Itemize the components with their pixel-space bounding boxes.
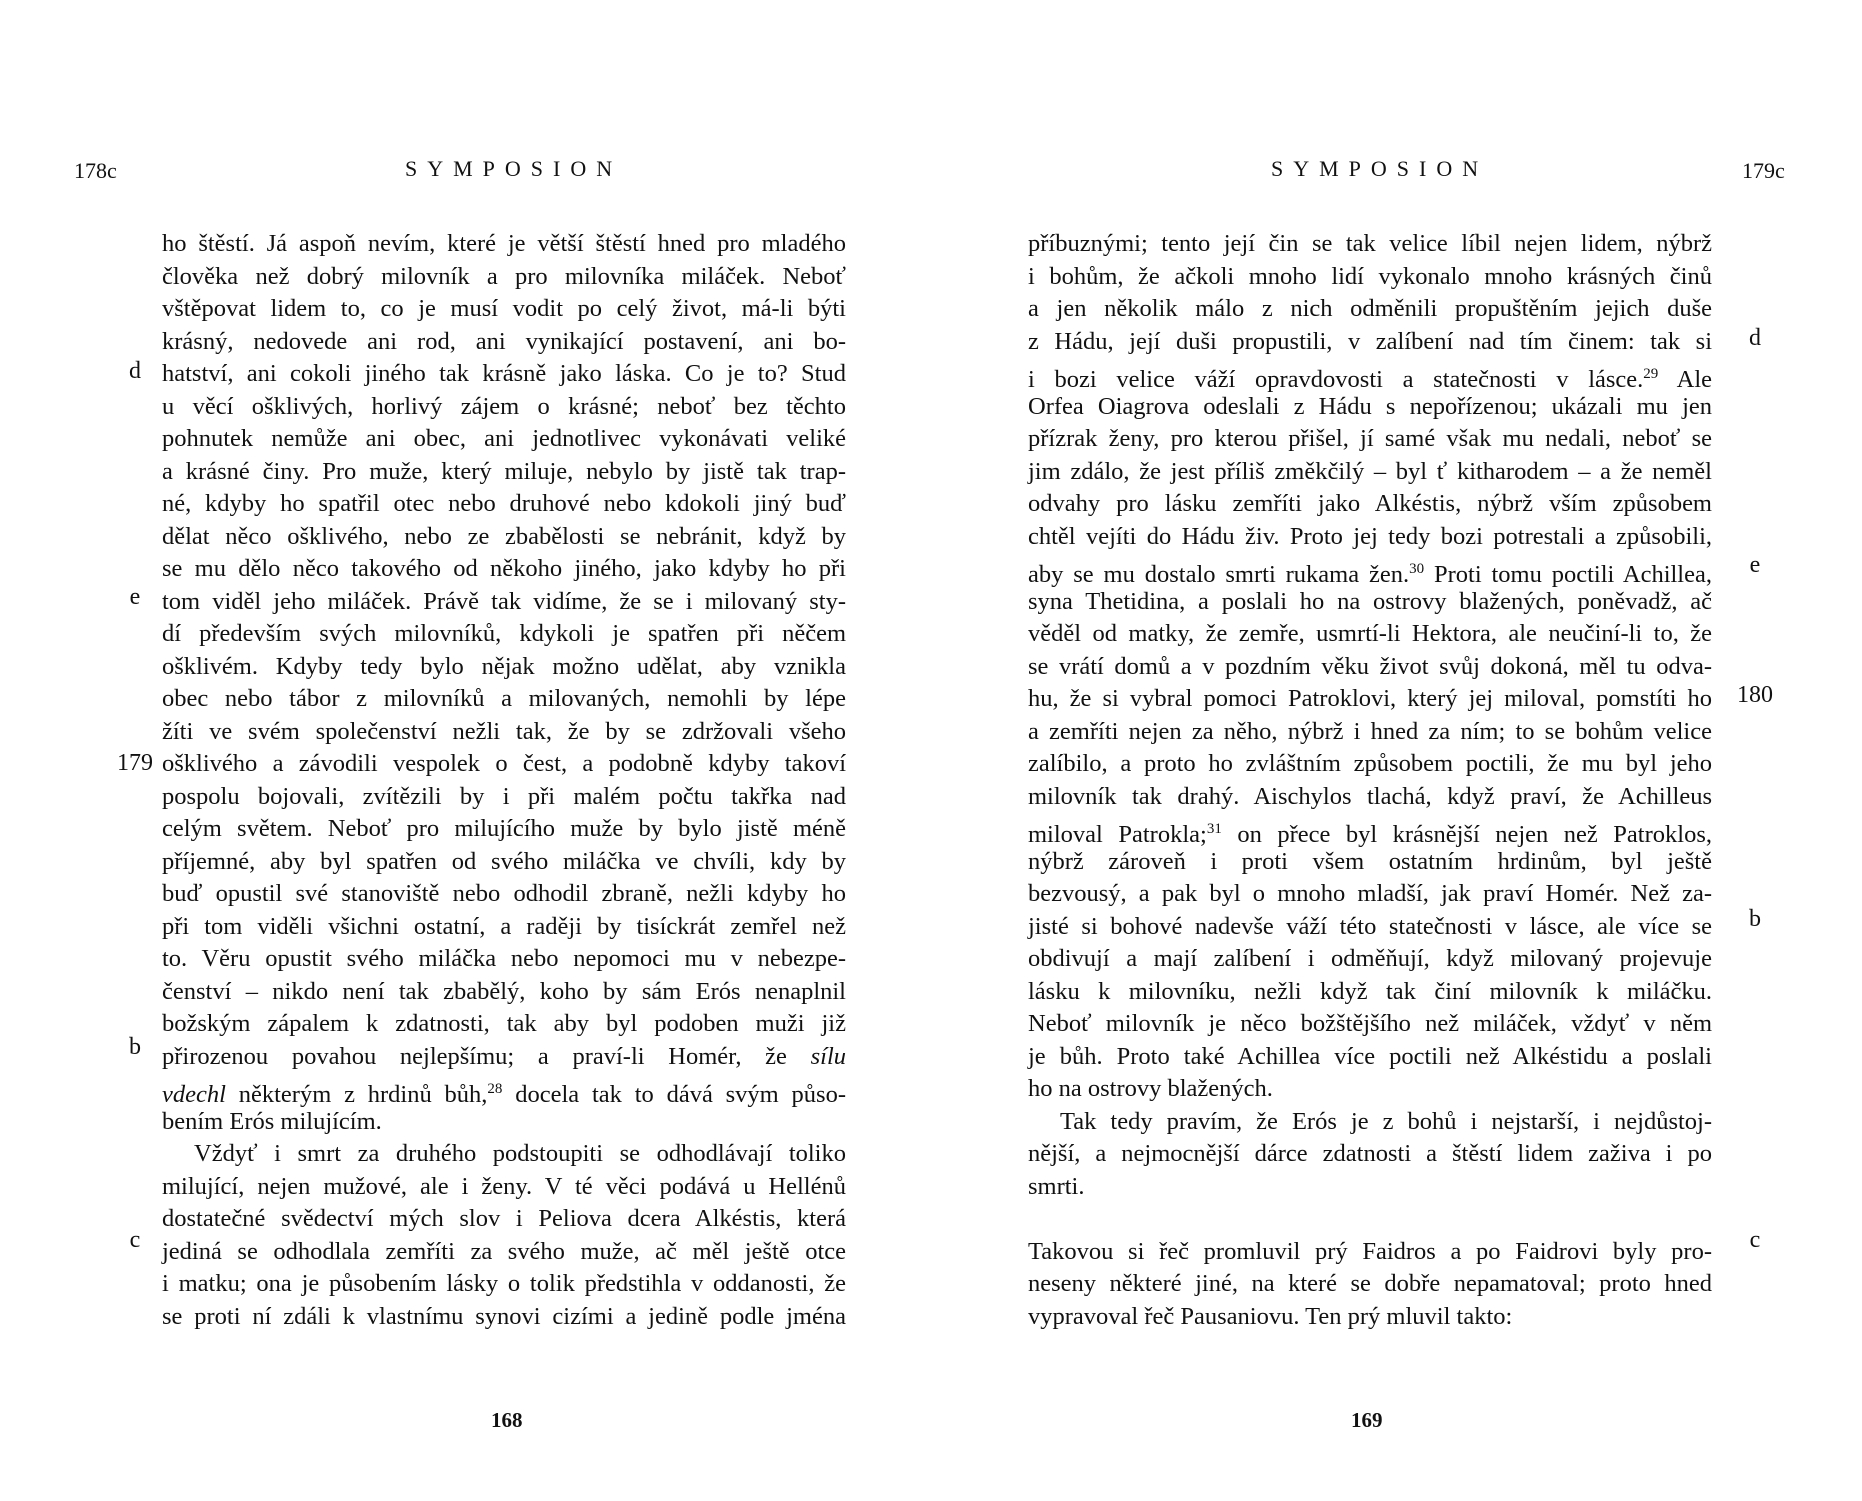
text-line: dí především svých milovníků, kdykoli je spatřen při něčem bbox=[162, 620, 846, 647]
text-line: ho štěstí. Já aspoň nevím, které je větší štěstí hned pro mladého bbox=[162, 230, 846, 257]
margin-marker: e bbox=[1749, 552, 1761, 578]
text-line: obec nebo tábor z milovníků a milovaných, nemohli by lépe bbox=[162, 685, 846, 712]
text-line: né, kdyby ho spatřil otec nebo druhové nebo kdokoli jiný buď bbox=[162, 490, 846, 517]
text-line bbox=[162, 1073, 846, 1109]
footnote-ref: 31 bbox=[1206, 821, 1222, 837]
text-line: chtěl vejíti do Hádu živ. Proto jej tedy bozi potrestali a způsobili, bbox=[1028, 522, 1712, 550]
text-fragment: docela tak to dává svým půso- bbox=[502, 1081, 846, 1109]
footnote-ref: 30 bbox=[1409, 561, 1425, 577]
paragraph-gap bbox=[1028, 1203, 1712, 1236]
text-fragment: některým z hrdinů bůh, bbox=[225, 1081, 488, 1109]
footnote-ref: 28 bbox=[487, 1081, 503, 1097]
text-line: syna Thetidina, a poslali ho na ostrovy blažených, poněvadž, ač bbox=[1028, 587, 1712, 615]
text-line: a krásné činy. Pro muže, který miluje, nebylo by jistě tak trap- bbox=[162, 457, 846, 485]
text-line: obdivují a mají zalíbení i odměňují, když milovaný projevuje bbox=[1028, 945, 1712, 972]
text-fragment: i bozi velice váží opravdovosti a statečnosti v lásce. bbox=[1028, 366, 1644, 394]
stephanus-reference-head: 178c bbox=[74, 158, 117, 183]
text-line: Vždyť i smrt za druhého podstoupiti se odhodlávají toliko bbox=[194, 1140, 846, 1167]
text-line bbox=[1028, 813, 1712, 849]
text-line: Neboť milovník je něco božštějšího než miláček, vždyť v něm bbox=[1028, 1010, 1712, 1037]
text-line: se mu dělo něco takového od někoho jiného, jako kdyby ho při bbox=[162, 555, 846, 582]
text-line: věděl od matky, že zemře, usmrtí-li Hektora, ale neučiní-li to, že bbox=[1028, 620, 1712, 647]
text-line: příjemné, aby byl spatřen od svého miláčka ve chvíli, kdy by bbox=[162, 847, 846, 875]
text-line: buď opustil své stanoviště nebo odhodil zbraně, nežli kdyby ho bbox=[162, 880, 846, 907]
running-title: SYMPOSION bbox=[1271, 156, 1489, 181]
text-line: z Hádu, její duši propustili, v zalíbení nad tím činem: tak si bbox=[1028, 327, 1712, 355]
text-line: zalíbilo, a proto ho zvláštním způsobem poctili, že mu byl jeho bbox=[1028, 750, 1712, 777]
italic-phrase: sílu bbox=[810, 1042, 847, 1070]
text-fragment: aby se mu dostalo smrti rukama žen. bbox=[1028, 561, 1410, 589]
text-line: dělat něco ošklivého, nebo ze zbabělosti se nebránit, když by bbox=[162, 522, 846, 550]
text-line: celým světem. Neboť pro milujícího muže by bylo jistě méně bbox=[162, 815, 846, 842]
text-line: příbuznými; tento její čin se tak velice líbil nejen lidem, nýbrž bbox=[1028, 230, 1712, 257]
text-line: jisté si bohové nadevše váží této statečnosti v lásce, ale více se bbox=[1028, 912, 1712, 940]
margin-marker: b bbox=[129, 1034, 141, 1060]
margin-marker: d bbox=[129, 358, 141, 384]
text-fragment: přirozenou povahou nejlepšímu; a praví-li Homér, že bbox=[162, 1042, 787, 1070]
text-line: lásku k milovníku, nežli když tak činí milovník k miláčku. bbox=[1028, 977, 1712, 1005]
text-line: čenství – nikdo není tak zbabělý, koho by sám Erós nenaplnil bbox=[162, 977, 846, 1005]
text-line: žíti ve svém společenství nežli tak, že by se zdržovali všeho bbox=[162, 717, 846, 745]
text-line: ho na ostrovy blažených. bbox=[1028, 1075, 1273, 1102]
text-line: bením Erós milujícím. bbox=[162, 1107, 382, 1135]
italic-phrase: vdechl bbox=[162, 1081, 226, 1109]
margin-marker: c bbox=[1749, 1227, 1761, 1253]
text-line: Orfea Oiagrova odeslali z Hádu s nepořízenou; ukázali mu jen bbox=[1028, 392, 1712, 420]
text-line: božským zápalem k zdatnosti, tak aby byl podoben muži již bbox=[162, 1010, 846, 1037]
text-line: pohnutek nemůže ani obec, ani jednotlivec vykonávati veliké bbox=[162, 425, 846, 452]
margin-marker: e bbox=[129, 584, 141, 610]
text-fragment: Ale bbox=[1658, 366, 1712, 394]
text-line: to. Věru opustit svého miláčka nebo nepomoci mu v nebezpe- bbox=[162, 945, 846, 972]
text-line: krásný, nedovede ani rod, ani vynikající postavení, ani bo- bbox=[162, 327, 846, 355]
text-line: tom viděl jeho miláček. Právě tak vidíme, že se i milovaný sty- bbox=[162, 587, 846, 615]
text-line: ošklivého a závodili vespolek o čest, a podobně kdyby takoví bbox=[162, 750, 846, 777]
text-line: milovník tak drahý. Aischylos tlachá, když praví, že Achilleus bbox=[1028, 782, 1712, 810]
text-fragment: miloval Patrokla; bbox=[1028, 821, 1207, 849]
text-line: i bohům, že ačkoli mnoho lidí vykonalo mnoho krásných činů bbox=[1028, 262, 1712, 290]
text-line: hu, že si vybral pomoci Patroklovi, který jej miloval, pomstíti ho bbox=[1028, 685, 1712, 712]
text-line: pospolu bojovali, zvítězili by i při malém počtu takřka nad bbox=[162, 782, 846, 810]
stephanus-reference-head: 179c bbox=[1742, 158, 1785, 183]
text-line: odvahy pro lásku zemříti jako Alkéstis, nýbrž vším způsobem bbox=[1028, 490, 1712, 517]
text-line: se vrátí domů a v pozdním věku život svůj dokoná, měl tu odva- bbox=[1028, 652, 1712, 680]
text-line: se proti ní zdáli k vlastnímu synovi cizími a jedině podle jména bbox=[162, 1302, 846, 1330]
text-line: je bůh. Proto také Achillea více poctili než Alkéstidu a poslali bbox=[1028, 1042, 1712, 1070]
text-line: jim zdálo, že jest příliš změkčilý – byl ť kitharodem – a že neměl bbox=[1028, 457, 1712, 485]
text-line: Tak tedy pravím, že Erós je z bohů i nejstarší, i nejdůstoj- bbox=[1060, 1107, 1712, 1135]
right-page bbox=[931, 0, 1862, 1501]
margin-marker: 180 bbox=[1737, 682, 1773, 708]
footnote-ref: 29 bbox=[1643, 366, 1659, 382]
text-line: dostatečné svědectví mých slov i Peliova dcera Alkéstis, která bbox=[162, 1205, 846, 1232]
text-line: u věcí ošklivých, horlivý zájem o krásné; neboť bez těchto bbox=[162, 392, 846, 420]
text-line: a jen několik málo z nich odměnili propuštěním jejich duše bbox=[1028, 295, 1712, 322]
text-fragment: Proti tomu poctili Achillea, bbox=[1424, 561, 1712, 589]
margin-marker: c bbox=[129, 1227, 141, 1253]
text-line: neseny některé jiné, na které se dobře nepamatoval; proto hned bbox=[1028, 1270, 1712, 1297]
left-body-text bbox=[162, 228, 846, 1333]
text-line: Takovou si řeč promluvil prý Faidros a po Faidrovi byly pro- bbox=[1028, 1237, 1712, 1265]
page-number: 169 bbox=[1351, 1408, 1383, 1432]
margin-marker: 179 bbox=[117, 750, 153, 776]
text-line bbox=[1028, 358, 1712, 394]
right-body-text bbox=[1028, 228, 1712, 1333]
text-line: vštěpovat lidem to, co je musí vodit po celý život, má-li býti bbox=[162, 295, 846, 322]
margin-marker: b bbox=[1749, 906, 1761, 932]
text-line: i matku; ona je působením lásky o tolik předstihla v oddanosti, že bbox=[162, 1270, 846, 1297]
text-line: ošklivém. Kdyby tedy bylo nějak možno udělat, aby vznikla bbox=[162, 652, 846, 680]
text-line: člověka než dobrý milovník a pro milovníka miláček. Neboť bbox=[162, 262, 846, 290]
text-line: nýbrž zároveň i proti všem ostatním hrdinům, byl ještě bbox=[1028, 847, 1712, 875]
running-title: SYMPOSION bbox=[405, 156, 623, 181]
text-line bbox=[162, 1041, 846, 1074]
text-line: jediná se odhodlala zemříti za svého muže, ač měl ještě otce bbox=[162, 1237, 846, 1265]
text-line: smrti. bbox=[1028, 1172, 1085, 1200]
text-line: bezvousý, a pak byl o mnoho mladší, jak praví Homér. Než za- bbox=[1028, 880, 1712, 907]
text-fragment: on přece byl krásnější nejen než Patroklos, bbox=[1221, 821, 1712, 849]
text-line: přízrak ženy, pro kterou přišel, jí samé však mu nedali, neboť se bbox=[1028, 425, 1712, 452]
text-line: vypravoval řeč Pausaniovu. Ten prý mluvil takto: bbox=[1028, 1302, 1513, 1330]
page-number: 168 bbox=[491, 1408, 523, 1432]
margin-marker: d bbox=[1749, 325, 1761, 351]
text-line: a zemříti nejen za něho, nýbrž i hned za ním; to se bohům velice bbox=[1028, 717, 1712, 745]
text-line: milující, nejen mužové, ale i ženy. V té věci podává u Hellénů bbox=[162, 1172, 846, 1200]
text-line: při tom viděli všichni ostatní, a raději by tisíckrát zemřel než bbox=[162, 912, 846, 940]
text-line: hatství, ani cokoli jiného tak krásně jako láska. Co je to? Stud bbox=[162, 360, 846, 387]
text-line: nější, a nejmocnější dárce zdatnosti a štěstí lidem zaživa i po bbox=[1028, 1140, 1712, 1167]
text-line bbox=[1028, 553, 1712, 589]
